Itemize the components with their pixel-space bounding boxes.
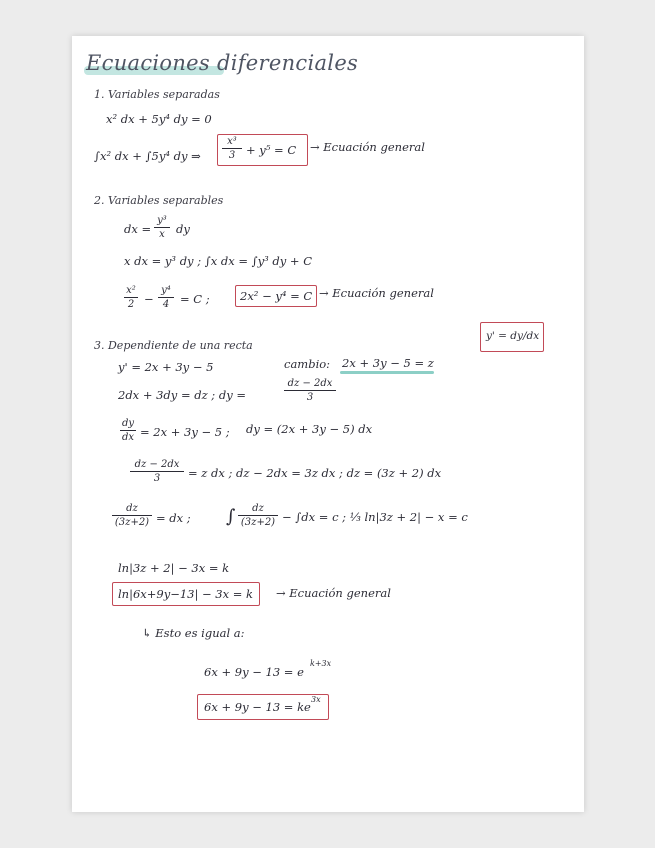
s3-eq7-exponent: k+3x bbox=[310, 659, 332, 668]
section-1-heading: 1. Variables separadas bbox=[94, 88, 220, 101]
s3-eq5-mid: = dx ; bbox=[156, 511, 191, 525]
s3-eq5-fraction bbox=[112, 503, 152, 528]
s2-eq3-b-numerator: y⁴ bbox=[161, 285, 171, 296]
s1-fraction-numerator: x³ bbox=[227, 136, 237, 147]
s2-eq3-right: = C ; bbox=[180, 292, 210, 306]
s3-eq5-integral-fraction bbox=[238, 503, 278, 528]
s3-eq3-rest: = 2x + 3y − 5 ; bbox=[140, 425, 230, 439]
s3-cambio-label: cambio: bbox=[284, 357, 331, 371]
s2-eq1-denominator: x bbox=[159, 229, 165, 240]
s3-cambio-value: 2x + 3y − 5 = z bbox=[342, 356, 434, 370]
s1-note: → Ecuación general bbox=[310, 140, 425, 154]
s1-result-fraction bbox=[222, 136, 242, 161]
s3-eq5-denominator: (3z+2) bbox=[114, 517, 150, 528]
integral-sign: ∫ bbox=[226, 506, 236, 527]
s3-final-exponent: 3x bbox=[311, 695, 321, 704]
s2-eq3-a-numerator: x² bbox=[126, 285, 136, 296]
s3-eq2-left: 2dx + 3dy = dz ; dy = bbox=[118, 388, 246, 402]
section-2-heading: 2. Variables separables bbox=[94, 194, 224, 207]
s3-eq3-denominator: dx bbox=[121, 432, 135, 443]
section-3-heading: 3. Dependiente de una recta bbox=[94, 339, 253, 352]
s3-eq3-fraction bbox=[120, 418, 136, 443]
s3-eq3-right: dy = (2x + 3y − 5) dx bbox=[246, 422, 373, 436]
s2-eq1-right: dy bbox=[176, 222, 190, 236]
s3-eq2-fraction bbox=[284, 378, 336, 403]
notebook-page bbox=[72, 36, 584, 812]
s2-eq1-fraction bbox=[154, 215, 170, 240]
s3-equation-1: y' = 2x + 3y − 5 bbox=[118, 360, 214, 374]
s3-eq4-denominator: 3 bbox=[153, 473, 161, 484]
s3-cambio-highlight bbox=[340, 371, 434, 374]
s3-final-result: 6x + 9y − 13 = ke bbox=[204, 700, 311, 714]
s3-eq2-numerator: dz − 2dx bbox=[287, 378, 333, 389]
s3-eq5-numerator: dz bbox=[126, 503, 138, 514]
s1-fraction-denominator: 3 bbox=[228, 150, 236, 161]
s3-note: → Ecuación general bbox=[276, 586, 391, 600]
s3-eq4-rest: = z dx ; dz − 2dx = 3z dx ; dz = (3z + 2) dx bbox=[188, 466, 442, 480]
s2-eq3-minus: − bbox=[144, 292, 154, 306]
s1-equation-2: ∫x² dx + ∫5y⁴ dy ⇒ bbox=[94, 149, 201, 163]
s3-result: ln|6x+9y−13| − 3x = k bbox=[118, 587, 254, 601]
s2-eq3-b-denominator: 4 bbox=[162, 299, 170, 310]
s2-eq3-a-denominator: 2 bbox=[127, 299, 135, 310]
s3-eq2-denominator: 3 bbox=[306, 392, 314, 403]
s1-result-rest: + y⁵ = C bbox=[246, 143, 297, 157]
s3-eq5-right: − ∫dx = c ; ⅓ ln|3z + 2| − x = c bbox=[282, 510, 468, 524]
s2-eq3-fraction-a bbox=[124, 285, 138, 310]
s3-equation-6: ln|3z + 2| − 3x = k bbox=[118, 561, 230, 575]
s2-result: 2x² − y⁴ = C bbox=[240, 289, 313, 303]
s3-eq5-int-numerator: dz bbox=[252, 503, 264, 514]
s2-equation-2: x dx = y³ dy ; ∫x dx = ∫y³ dy + C bbox=[124, 254, 313, 268]
s3-eq3-numerator: dy bbox=[121, 418, 135, 429]
derivative-definition: y' = dy/dx bbox=[486, 330, 540, 342]
s3-eq4-fraction bbox=[130, 459, 184, 484]
s3-eq4-numerator: dz − 2dx bbox=[134, 459, 180, 470]
s3-aside: ↳ Esto es igual a: bbox=[142, 626, 245, 640]
s1-equation-1: x² dx + 5y⁴ dy = 0 bbox=[106, 112, 212, 126]
s3-equation-7: 6x + 9y − 13 = e bbox=[204, 665, 304, 679]
s3-eq5-int-denominator: (3z+2) bbox=[240, 517, 276, 528]
s2-note: → Ecuación general bbox=[319, 286, 434, 300]
s2-eq1-numerator: y³ bbox=[157, 215, 167, 226]
s2-eq1-left: dx = bbox=[124, 222, 152, 236]
s2-eq3-fraction-b bbox=[158, 285, 174, 310]
page-title: Ecuaciones diferenciales bbox=[86, 51, 359, 75]
